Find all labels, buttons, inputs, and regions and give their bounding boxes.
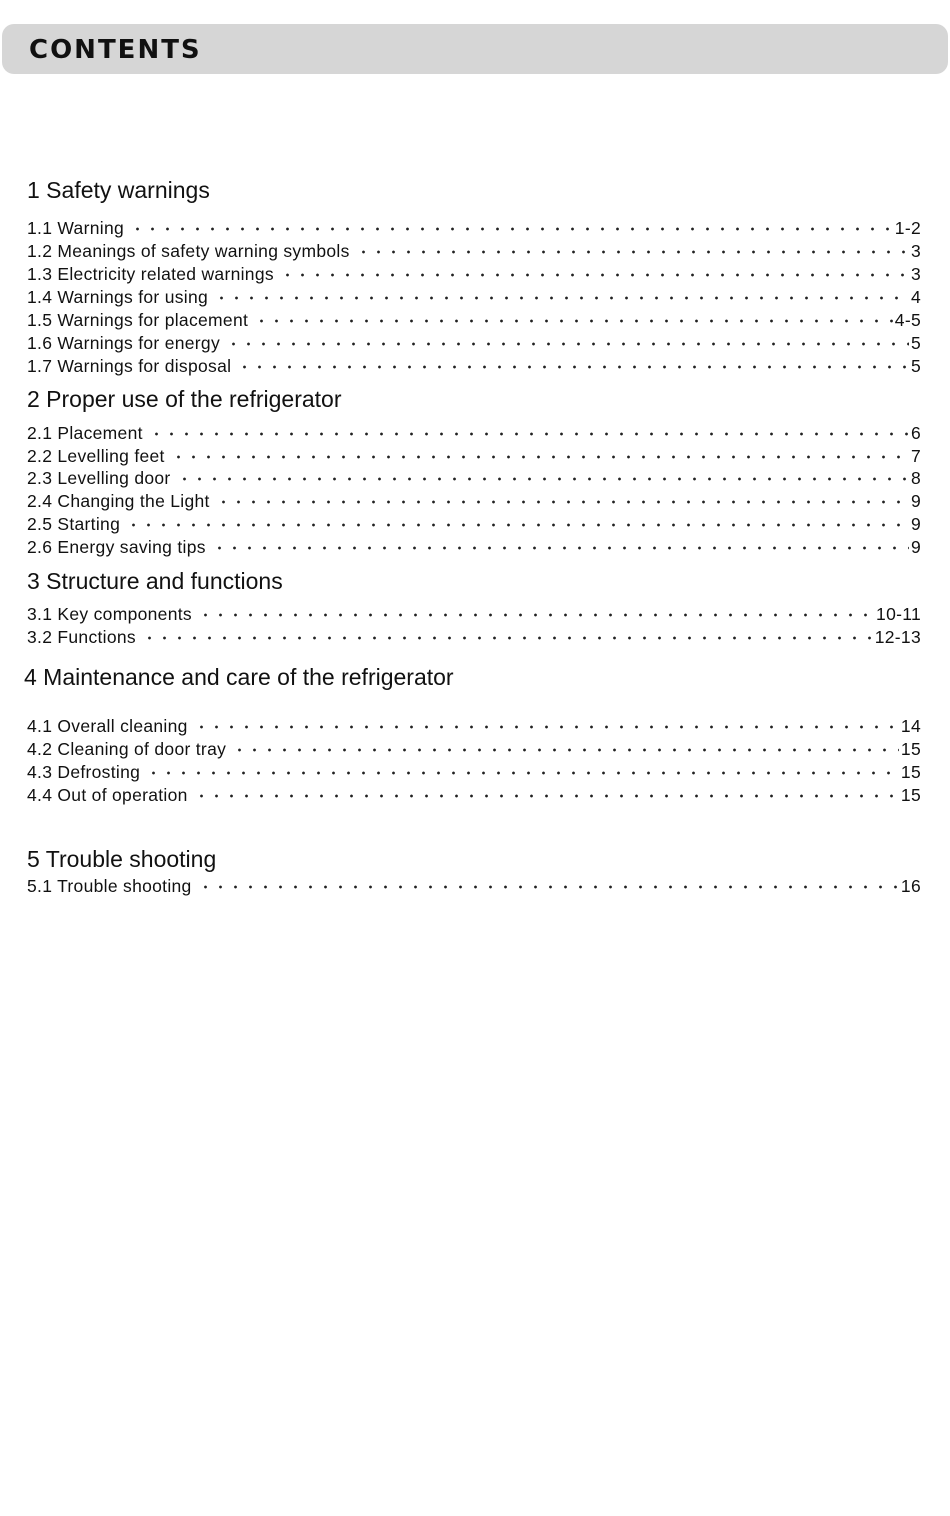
dot-leader — [142, 626, 873, 648]
toc-entry-page: 12-13 — [874, 627, 921, 647]
toc-entry-page: 7 — [910, 446, 921, 466]
toc-entry-label: 1.1 Warning — [27, 218, 125, 238]
toc-entry-4-3[interactable] — [27, 761, 921, 783]
toc-entry-3-2[interactable] — [27, 626, 921, 648]
toc-entry-label: 2.3 Levelling door — [27, 468, 171, 488]
toc-entry-2-4[interactable] — [27, 490, 921, 512]
section-title-4: 4 Maintenance and care of the refrigerator — [24, 664, 454, 690]
toc-entry-page: 9 — [910, 537, 921, 557]
toc-entry-page: 15 — [900, 762, 921, 782]
toc-entry-label: 2.4 Changing the Light — [27, 491, 210, 511]
toc-entry-page: 16 — [900, 876, 921, 896]
section-title-2: 2 Proper use of the refrigerator — [27, 386, 342, 412]
toc-entry-4-1[interactable] — [27, 715, 921, 737]
toc-entry-label: 3.1 Key components — [27, 604, 192, 624]
dot-leader — [356, 240, 909, 262]
toc-entry-label: 4.3 Defrosting — [27, 762, 141, 782]
dot-leader — [214, 286, 909, 308]
toc-entry-page: 5 — [910, 333, 921, 353]
toc-entry-4-2[interactable] — [27, 738, 921, 760]
toc-entry-1-1[interactable] — [27, 217, 921, 239]
dot-leader — [149, 422, 909, 444]
dot-leader — [177, 467, 909, 489]
toc-entry-page: 14 — [900, 716, 921, 736]
dot-leader — [226, 332, 909, 354]
dot-leader — [171, 445, 909, 467]
toc-entry-label: 1.5 Warnings for placement — [27, 310, 249, 330]
dot-leader — [237, 355, 909, 377]
toc-entry-page: 4-5 — [894, 310, 921, 330]
toc-entry-page: 6 — [910, 423, 921, 443]
toc-entry-label: 1.3 Electricity related warnings — [27, 264, 274, 284]
dot-leader — [146, 761, 899, 783]
dot-leader — [198, 875, 899, 897]
toc-entry-1-4[interactable] — [27, 286, 921, 308]
contents-header-bar — [2, 24, 948, 74]
toc-entry-4-4[interactable] — [27, 784, 921, 806]
toc-entry-page: 9 — [910, 514, 921, 534]
toc-entry-label: 5.1 Trouble shooting — [27, 876, 192, 896]
dot-leader — [194, 715, 899, 737]
dot-leader — [254, 309, 893, 331]
dot-leader — [232, 738, 899, 760]
toc-entry-page: 9 — [910, 491, 921, 511]
toc-entry-page: 15 — [900, 785, 921, 805]
toc-entry-page: 3 — [910, 264, 921, 284]
toc-entry-label: 2.1 Placement — [27, 423, 143, 443]
section-title-1: 1 Safety warnings — [27, 177, 210, 203]
toc-entry-1-6[interactable] — [27, 332, 921, 354]
toc-entry-label: 1.4 Warnings for using — [27, 287, 209, 307]
toc-entry-label: 1.2 Meanings of safety warning symbols — [27, 241, 350, 261]
dot-leader — [126, 513, 909, 535]
toc-entry-page: 4 — [910, 287, 921, 307]
toc-entry-1-7[interactable] — [27, 355, 921, 377]
toc-entry-label: 4.4 Out of operation — [27, 785, 188, 805]
toc-entry-label: 4.2 Cleaning of door tray — [27, 739, 227, 759]
toc-entry-page: 1-2 — [894, 218, 921, 238]
section-title-3: 3 Structure and functions — [27, 568, 283, 594]
toc-entry-5-1[interactable] — [27, 875, 921, 897]
toc-entry-1-3[interactable] — [27, 263, 921, 285]
toc-entry-2-2[interactable] — [27, 445, 921, 467]
toc-entry-label: 3.2 Functions — [27, 627, 136, 647]
toc-entry-label: 1.7 Warnings for disposal — [27, 356, 232, 376]
toc-entry-page: 5 — [910, 356, 921, 376]
toc-entry-label: 2.2 Levelling feet — [27, 446, 165, 466]
toc-entry-2-1[interactable] — [27, 422, 921, 444]
toc-entry-label: 1.6 Warnings for energy — [27, 333, 221, 353]
section-title-5: 5 Trouble shooting — [27, 846, 217, 872]
toc-entry-page: 3 — [910, 241, 921, 261]
toc-entry-label: 2.5 Starting — [27, 514, 121, 534]
dot-leader — [216, 490, 909, 512]
toc-entry-1-2[interactable] — [27, 240, 921, 262]
toc-entry-2-5[interactable] — [27, 513, 921, 535]
toc-entry-label: 2.6 Energy saving tips — [27, 537, 206, 557]
toc-entry-page: 15 — [900, 739, 921, 759]
toc-entry-3-1[interactable] — [27, 603, 921, 625]
toc-entry-label: 4.1 Overall cleaning — [27, 716, 188, 736]
toc-entry-page: 8 — [910, 468, 921, 488]
dot-leader — [198, 603, 874, 625]
dot-leader — [194, 784, 899, 806]
dot-leader — [130, 217, 893, 239]
toc-entry-page: 10-11 — [876, 604, 921, 624]
dot-leader — [280, 263, 909, 285]
toc-entry-2-6[interactable] — [27, 536, 921, 558]
toc-entry-1-5[interactable] — [27, 309, 921, 331]
contents-title: CONTENTS — [29, 35, 202, 65]
toc-entry-2-3[interactable] — [27, 467, 921, 489]
dot-leader — [212, 536, 909, 558]
